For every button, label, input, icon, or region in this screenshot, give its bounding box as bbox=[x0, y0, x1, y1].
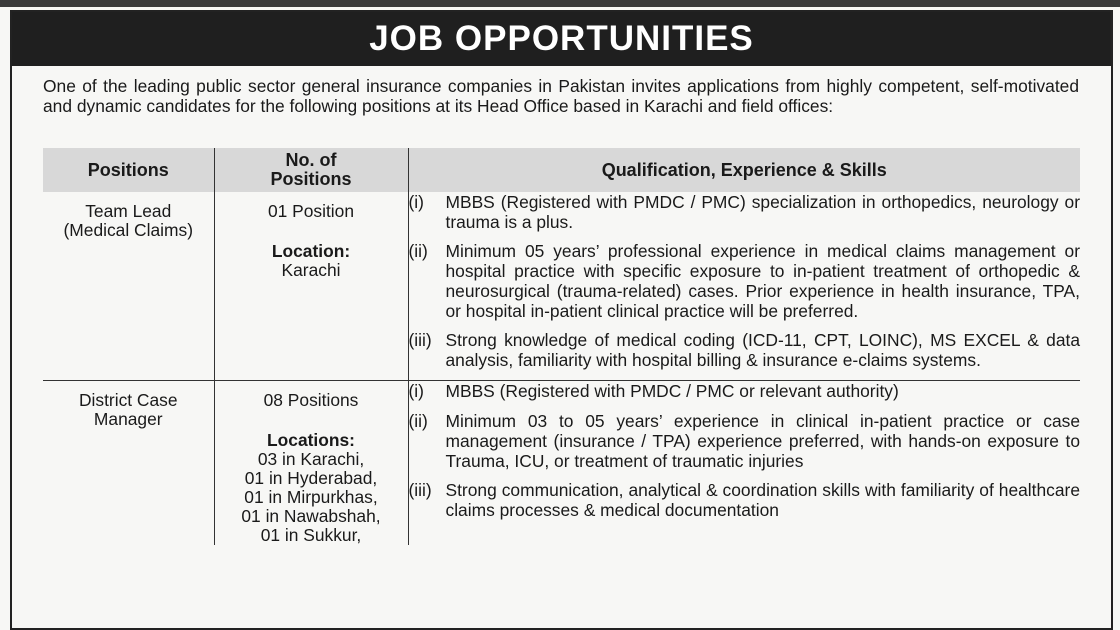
count-cell bbox=[214, 192, 408, 381]
position-count: 08 Positions bbox=[263, 390, 359, 410]
position-cell bbox=[43, 192, 214, 381]
table-row bbox=[43, 381, 1080, 546]
top-rule bbox=[0, 0, 1120, 7]
item-text: Strong knowledge of medical coding (ICD-11, CPT, LOINC), MS EXCEL & data analysis, familiarity with hospital billing & insurance e-claims systems. bbox=[445, 330, 1080, 370]
position-subtitle: (Medical Claims) bbox=[63, 220, 193, 240]
location-label: Locations: bbox=[267, 430, 355, 450]
positions-table bbox=[43, 148, 1080, 545]
item-text: Minimum 05 years’ professional experience in medical claims management or hospital practice with specific exposure to in-patient treatment of orthopedic & neurosurgical (trauma-related) cases. Prior experience in health insurance, TPA, or hospital in-patient clinical practice will be preferred. bbox=[445, 241, 1080, 321]
title-banner bbox=[12, 12, 1111, 66]
table-header-row bbox=[43, 148, 1080, 192]
qualification-item bbox=[409, 241, 1081, 321]
page-title: JOB OPPORTUNITIES bbox=[369, 19, 754, 58]
location-label: Location: bbox=[271, 241, 351, 261]
item-text: MBBS (Registered with PMDC / PMC) specialization in orthopedics, neurology or trauma is a plus. bbox=[445, 192, 1080, 232]
position-title: District Case bbox=[78, 390, 178, 410]
location-value: 03 in Karachi, bbox=[257, 449, 365, 469]
qualification-item bbox=[409, 411, 1081, 471]
item-number: (i) bbox=[408, 381, 424, 401]
count-cell bbox=[214, 381, 408, 546]
qualification-item bbox=[409, 330, 1081, 370]
position-subtitle: Manager bbox=[93, 409, 163, 429]
location-value: 01 in Nawabshah, bbox=[241, 506, 381, 526]
position-count: 01 Position bbox=[267, 201, 355, 221]
item-text: MBBS (Registered with PMDC / PMC or relevant authority) bbox=[445, 381, 899, 401]
header-no-of-positions bbox=[214, 148, 408, 192]
location-value: 01 in Hyderabad, bbox=[244, 468, 378, 488]
location-value: 01 in Mirpurkhas, bbox=[244, 487, 378, 507]
qualification-item bbox=[409, 480, 1081, 520]
location-value: Karachi bbox=[281, 260, 341, 280]
position-cell bbox=[43, 381, 214, 546]
item-text: Minimum 03 to 05 years’ experience in clinical in-patient practice or case management (insurance / TPA) experience preferred, with hands-on exposure to Trauma, ICU, or treatment of traumatic injuries bbox=[445, 411, 1080, 471]
item-number: (iii) bbox=[408, 330, 432, 350]
qualification-item bbox=[409, 381, 1081, 402]
location-value: 01 in Sukkur, bbox=[260, 525, 362, 545]
table-row bbox=[43, 192, 1080, 381]
item-number: (iii) bbox=[408, 480, 432, 500]
qualification-cell bbox=[408, 381, 1080, 546]
item-text: Strong communication, analytical & coordination skills with familiarity of healthcare claims processes & medical documentation bbox=[445, 480, 1080, 520]
position-title: Team Lead bbox=[85, 201, 172, 221]
intro-paragraph: One of the leading public sector general insurance companies in Pakistan invites applications from highly competent, self-motivated and dynamic candidates for the following positions at its Head Office based in Karachi and field offices: bbox=[43, 76, 1079, 116]
header-qualifications: Qualification, Experience & Skills bbox=[408, 148, 1080, 192]
item-number: (ii) bbox=[408, 241, 428, 261]
header-positions: Positions bbox=[43, 148, 214, 192]
header-count-line1: No. of bbox=[285, 150, 337, 170]
qualification-item bbox=[409, 192, 1081, 232]
qualification-cell bbox=[408, 192, 1080, 381]
item-number: (i) bbox=[408, 192, 424, 212]
item-number: (ii) bbox=[408, 411, 428, 431]
header-count-line2: Positions bbox=[270, 169, 352, 189]
